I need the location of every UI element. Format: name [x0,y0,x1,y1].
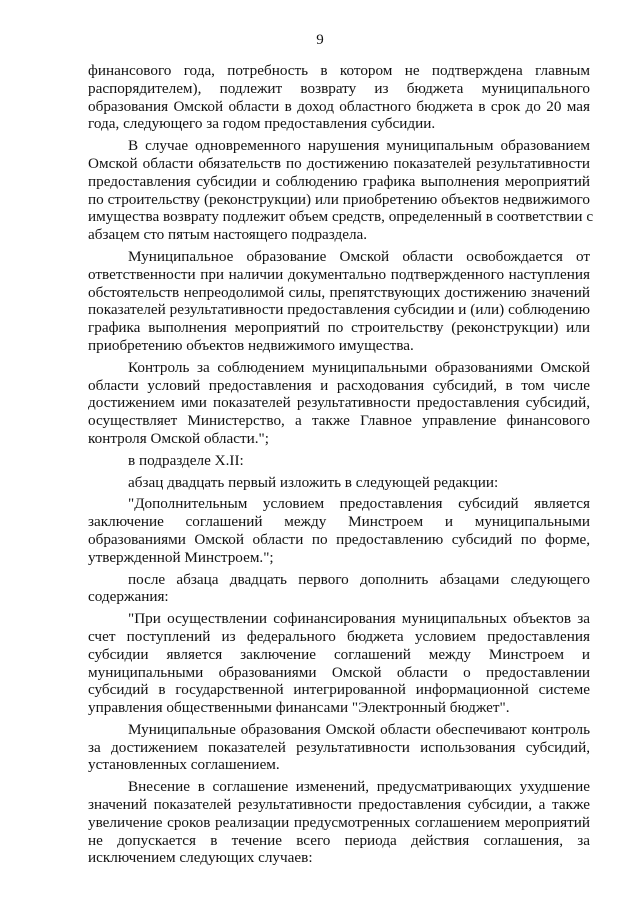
document-body [88,62,594,867]
text-line: "При осуществлении софинансирования муниципальных объектов за [128,610,590,628]
text-line: абзац двадцать первый изложить в следующей редакции: [128,473,499,491]
paragraph [88,452,590,470]
text-line: имущества возврату подлежит объем средств, определенный в соответствии с [88,208,594,226]
text-line: В случае одновременного нарушения муниципальным образованием [128,137,590,155]
paragraph [88,62,590,133]
text-line: после абзаца двадцать первого дополнить абзацами следующего [128,570,590,588]
paragraph [88,495,590,566]
text-line: субсидий в государственной интегрированной информационной системе [88,681,590,699]
text-line: финансового года, потребность в котором не подтверждена главным [88,62,590,79]
text-line: образованиями Омской области по предоставлению субсидий по форме, [88,530,590,548]
text-line: приобретению объектов недвижимого имущества. [88,336,414,354]
text-line: Муниципальное образование Омской области освобождается от [128,247,590,265]
text-line: абзацем сто пятым настоящего подраздела. [88,226,368,244]
text-line: ответственности при наличии документально подтвержденного наступления [88,265,590,283]
text-line: достижением ими показателей результативности предоставления субсидий, [88,394,590,412]
paragraph [88,137,594,244]
paragraph [88,571,590,607]
text-line: в подразделе X.II: [128,451,244,469]
text-line: за достижением показателей результативности использования субсидий, [88,738,590,756]
text-line: содержания: [88,588,169,606]
paragraph [88,721,590,774]
text-line: показателей результативности предоставления субсидии и (или) соблюдению [88,301,590,319]
paragraph [88,778,590,867]
text-line: установленных соглашением. [88,756,280,774]
paragraph [88,474,590,492]
text-line: контроля Омской области."; [88,429,269,447]
text-line: области условий предоставления и расходования субсидий, в том числе [88,376,590,394]
text-line: года, следующего за годом предоставления субсидии. [88,115,436,133]
text-line: Муниципальные образования Омской области обеспечивают контроль [128,720,590,738]
paragraph [88,610,590,717]
text-line: распорядителем), подлежит возврату из бюджета муниципального [88,79,590,97]
text-line: значений показателей результативности предоставления субсидии, а также [88,796,590,814]
text-line: обстоятельств непреодолимой силы, препятствующих достижению значений [88,283,590,301]
text-line: управления общественными финансами "Электронный бюджет". [88,699,510,717]
text-line: Омской области обязательств по достижению показателей результативности [88,154,590,172]
page-number: 9 [316,32,324,48]
text-line: осуществляет Министерство, а также Главное управление финансового [88,412,590,430]
paragraph [88,359,590,448]
text-line: Внесение в соглашение изменений, предусматривающих ухудшение [128,778,590,796]
text-line: утвержденной Минстроем."; [88,548,274,566]
paragraph [88,248,590,355]
text-line: Контроль за соблюдением муниципальными образованиями Омской [128,358,590,376]
text-line: исключением следующих случаев: [88,849,313,867]
text-line: "Дополнительным условием предоставления субсидий является [128,495,590,513]
text-line: не допускается в течение всего периода действия соглашения, за [88,831,590,849]
text-line: предоставления субсидии и соблюдению графика выполнения мероприятий [88,172,590,190]
text-line: счет поступлений из федерального бюджета условием предоставления [88,627,590,645]
text-line: образования Омской области в доход областного бюджета в срок до 20 мая [88,97,590,115]
text-line: субсидии является заключение соглашений между Минстроем и [88,645,590,663]
text-line: муниципальными образованиями Омской области о предоставлении [88,663,590,681]
text-line: увеличение сроков реализации предусмотренных соглашением мероприятий [88,813,590,831]
text-line: графика выполнения мероприятий по строительству (реконструкции) или [88,319,590,337]
text-line: по строительству (реконструкции) или приобретению объектов недвижимого [88,190,590,208]
text-line: заключение соглашений между Минстроем и муниципальными [88,513,590,531]
